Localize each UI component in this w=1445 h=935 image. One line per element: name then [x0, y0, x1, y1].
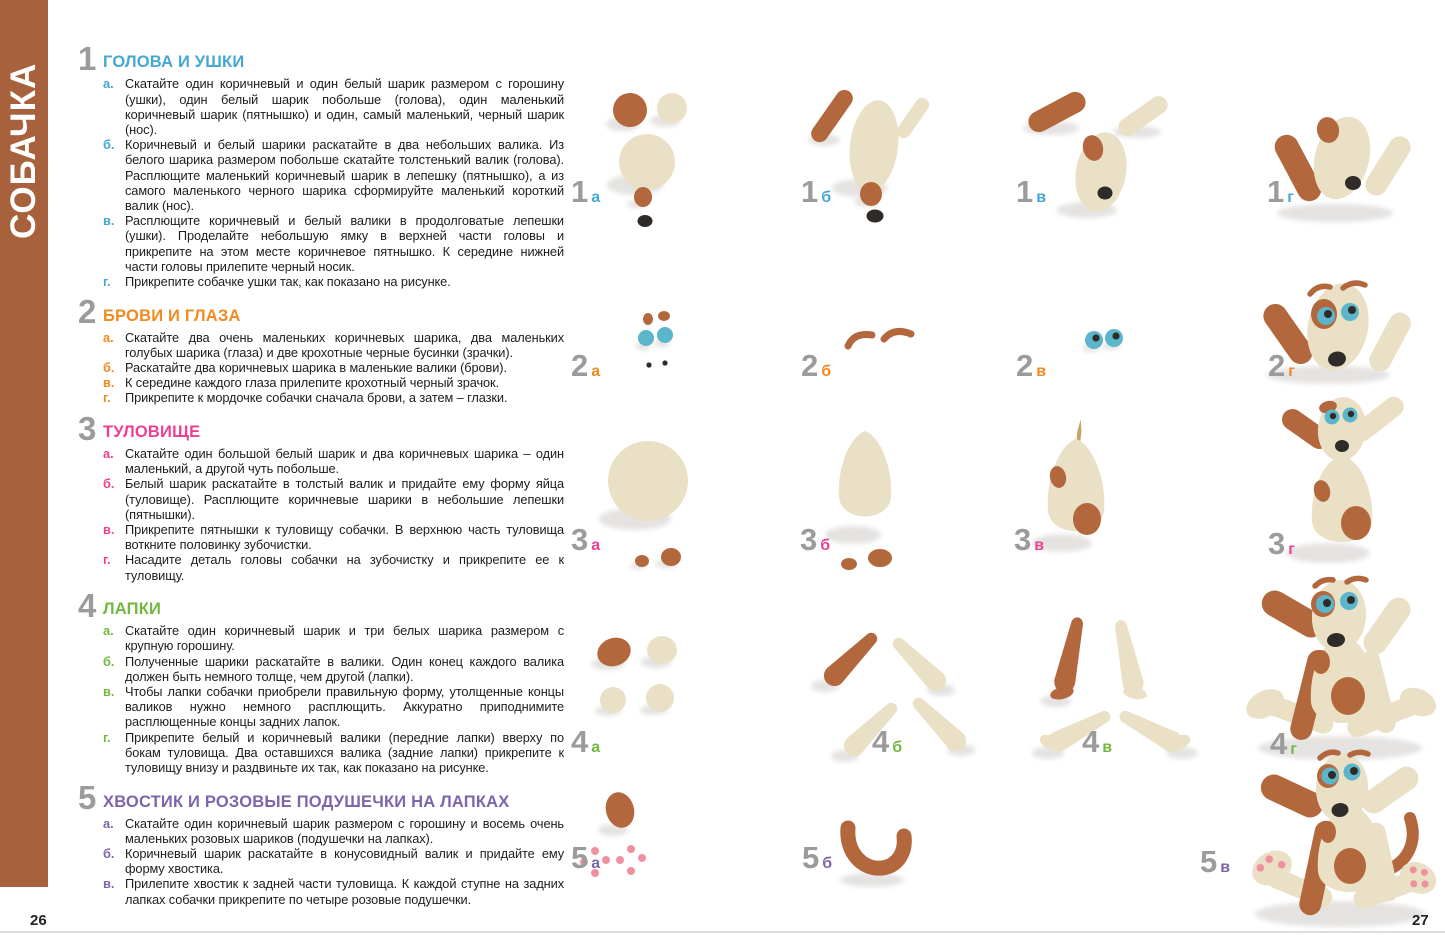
item-letter: г. — [103, 274, 111, 290]
step-number: 2 — [78, 293, 97, 331]
photo-2a — [600, 305, 720, 395]
item-text: Раскатайте два коричневых шарика в маленькие валики (брови). — [125, 360, 507, 376]
step-3 — [78, 409, 564, 583]
item-letter: а. — [103, 623, 114, 639]
step-title: БРОВИ И ГЛАЗА — [103, 306, 241, 325]
instruction-item — [103, 137, 564, 213]
step-number: 5 — [78, 779, 97, 817]
item-letter: а. — [103, 76, 114, 92]
instruction-item — [103, 274, 564, 289]
figure-label-1g: 1 г — [1267, 174, 1294, 209]
figure-label-2b: 2 б — [801, 348, 832, 383]
step-5 — [78, 779, 564, 907]
item-text: Прилепите хвостик к задней части туловища. К каждой ступне на задних лапках собачки прикрепите по четыре розовые подушечки. — [125, 876, 564, 907]
instruction-item — [103, 846, 564, 876]
figure-label-2g: 2 г — [1268, 348, 1295, 383]
step-4 — [78, 586, 564, 776]
instruction-item — [103, 213, 564, 274]
step-number: 1 — [78, 40, 97, 77]
instruction-item — [103, 446, 564, 476]
photo-4a — [580, 620, 740, 740]
item-letter: г. — [103, 552, 111, 568]
item-letter: в. — [103, 375, 115, 391]
photo-5a — [575, 780, 710, 890]
figure-label-5a: 5 а — [571, 840, 601, 875]
item-letter: а. — [103, 329, 114, 345]
figure-label-2a: 2 а — [571, 348, 601, 383]
item-text: Коричневый шарик раскатайте в конусовидный валик и придайте ему форму хвостика. — [125, 846, 564, 877]
photo-2v — [1060, 318, 1170, 373]
instruction-item — [103, 375, 564, 390]
item-text: Коричневый и белый шарики раскатайте в два небольших валика. Из белого шарика размером побольше скатайте толстенький валик (голова). Расплющите маленький коричневый шарик в лепешку (пятнышко), а из самого маленького черного шарика сформируйте маленький короткий валик (нос). — [125, 137, 564, 214]
step-title: ЛАПКИ — [103, 600, 162, 619]
photo-5b — [810, 800, 960, 900]
item-text: Полученные шарики раскатайте в валики. Один конец каждого валика должен быть немного толще, чем другой (лапки). — [125, 653, 564, 684]
item-text: Чтобы лапки собачки приобрели правильную форму, утолщенные концы валиков нужно немного расплющить. Аккуратно приподнимите расплющенные концы задних лапок. — [125, 684, 564, 730]
instruction-item — [103, 623, 564, 653]
instruction-item — [103, 476, 564, 522]
page-number-left: 26 — [30, 912, 47, 929]
photo-1v — [1015, 80, 1215, 230]
photo-3a — [580, 425, 750, 585]
instruction-item — [103, 816, 564, 846]
item-text: Насадите деталь головы собачки на зубочистку и прикрепите ее к туловищу. — [125, 552, 564, 583]
item-text: Расплющите коричневый и белый валики в продолговатые лепешки (ушки). Проделайте небольшую ямку в верхней части головы и прикрепите на этом месте коричневое пятнышко. К середине нижней части головы прилепите черный носик. — [125, 213, 564, 274]
item-letter: в. — [103, 684, 115, 700]
step-title: ХВОСТИК И РОЗОВЫЕ ПОДУШЕЧКИ НА ЛАПКАХ — [103, 792, 510, 811]
item-text: Скатайте один коричневый и один белый шарик размером с горошину (ушки), один белый шарик побольше (голова), один маленький коричневый шарик (пятнышко) и один, самый маленький, черный шарик (нос). — [125, 76, 564, 137]
step-title: ТУЛОВИЩЕ — [103, 423, 201, 442]
step-title: ГОЛОВА И УШКИ — [103, 53, 245, 72]
photo-5v — [1240, 748, 1445, 933]
figure-label-2v: 2 в — [1016, 348, 1047, 383]
figure-label-3b: 3 б — [800, 522, 831, 557]
instruction-item — [103, 684, 564, 730]
instruction-item — [103, 522, 564, 552]
item-text: Скатайте один большой белый шарик и два коричневых шарика – один маленький, а другой чуть побольше. — [125, 446, 564, 477]
photo-4g — [1235, 572, 1445, 767]
item-letter: б. — [103, 360, 115, 376]
photo-3b — [805, 415, 975, 585]
item-text: Скатайте два очень маленьких коричневых шарика, два маленьких голубых шарика (глаза) и две крохотные черные бусинки (зрачки). — [125, 329, 564, 360]
item-letter: б. — [103, 653, 115, 669]
photo-1a — [585, 80, 765, 230]
item-letter: в. — [103, 522, 115, 538]
item-text: К середине каждого глаза прилепите крохотный черный зрачок. — [125, 375, 499, 391]
figure-label-5b: 5 б — [802, 840, 833, 875]
figure-label-1a: 1 а — [571, 174, 601, 209]
figure-label-4b: 4 б — [872, 724, 903, 759]
figure-label-4v: 4 в — [1082, 724, 1113, 759]
item-letter: а. — [103, 815, 114, 831]
item-text: Белый шарик раскатайте в толстый валик и придайте ему форму яйца (туловище). Расплющите коричневые шарики в небольшие лепешки (пятнышки). — [125, 476, 564, 522]
figure-label-4g: 4 г — [1270, 726, 1297, 761]
page-number-right: 27 — [1412, 912, 1429, 929]
step-number: 4 — [78, 586, 97, 624]
figure-label-3g: 3 г — [1268, 526, 1295, 561]
item-letter: б. — [103, 137, 115, 153]
item-text: Прикрепите собачке ушки так, как показано на рисунке. — [125, 274, 451, 290]
item-text: Прикрепите белый и коричневый валики (передние лапки) вверху по бокам туловища. Два оставшихся валика (задние лапки) прикрепите к туловищу внизу и раздвиньте их так, как показано на рисунке. — [125, 729, 564, 776]
item-letter: г. — [103, 729, 111, 745]
step-1 — [78, 40, 564, 290]
instruction-item — [103, 876, 564, 906]
step-2 — [78, 293, 564, 406]
item-letter: б. — [103, 846, 115, 862]
figure-label-1v: 1 в — [1016, 174, 1047, 209]
item-letter: а. — [103, 446, 114, 462]
instruction-item — [103, 330, 564, 360]
chapter-title: СОБАЧКА — [4, 62, 43, 239]
item-letter: г. — [103, 390, 111, 406]
page-bottom-edge — [0, 931, 1445, 933]
item-letter: в. — [103, 876, 115, 892]
instruction-item — [103, 360, 564, 375]
photo-3v — [1020, 415, 1200, 565]
instruction-item — [103, 730, 564, 776]
instruction-item — [103, 654, 564, 684]
figure-label-1b: 1 б — [801, 174, 832, 209]
figure-label-3a: 3 а — [571, 522, 601, 557]
chapter-tab — [0, 0, 48, 887]
photo-1b — [800, 80, 1000, 232]
instruction-item — [103, 390, 564, 405]
item-letter: б. — [103, 476, 115, 492]
figure-label-5v: 5 в — [1200, 844, 1231, 879]
item-text: Скатайте один коричневый шарик размером с горошину и восемь очень маленьких розовых шариков (подушечки на лапках). — [125, 815, 564, 846]
photo-4v — [1020, 605, 1210, 770]
item-letter: в. — [103, 213, 115, 229]
instruction-item — [103, 76, 564, 137]
item-text: Скатайте один коричневый шарик и три белых шарика размером с крупную горошину. — [125, 623, 564, 654]
figure-label-3v: 3 в — [1014, 522, 1045, 557]
instructions-column — [78, 40, 564, 917]
item-text: Прикрепите пятнышки к туловищу собачки. В верхнюю часть туловища воткните половинку зубочистки. — [125, 522, 564, 553]
instruction-item — [103, 552, 564, 582]
step-number: 3 — [78, 409, 97, 447]
figure-label-4a: 4 а — [571, 724, 601, 759]
photo-2b — [830, 315, 940, 375]
item-text: Прикрепите к мордочке собачки сначала брови, а затем – глазки. — [125, 390, 508, 406]
